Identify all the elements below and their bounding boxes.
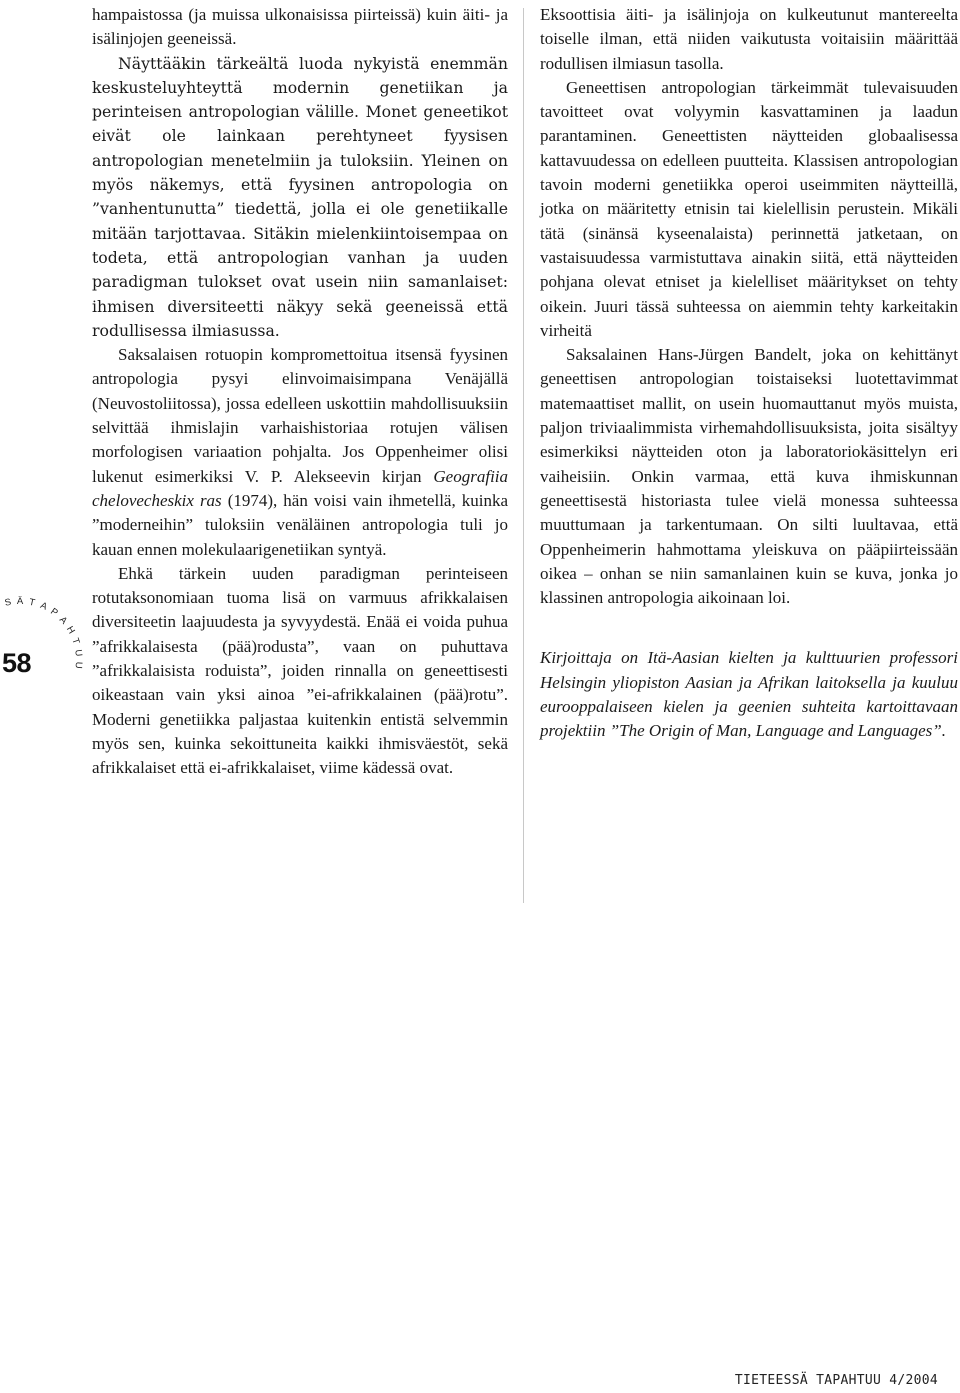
paragraph: hampaistossa (ja muissa ulkonaisissa piirteissä) kuin äiti- ja isälinjojen geeneissä. [92, 5, 508, 49]
left-column [92, 3, 508, 781]
page-number: 58 [2, 648, 32, 678]
right-column [540, 3, 958, 744]
paragraph: Geneettisen antropologian tärkeimmät tulevaisuuden tavoitteet ovat volyymin kasvattaminen ja laadun parantaminen. Geneettisten näytteiden globaalisessa kattavuudessa on edelleen puutteita. Klassisen antropologian tavoin moderni genetiikka operoi useimmiten näytteillä, jotka on määritetty etnisin tai kielellisin perustein. Mikäli tätä (sinänsä kyseenalaista) perinnettä jatketaan, on vastaisuudessa varmistuttava ainakin siitä, että näytteiden pohjana olevat etniset ja kielelliset määritykset on tehty oikein. Juuri tässä suhteessa on aiemmin tehty karkeitakin virheitä [540, 77, 958, 340]
arc-letter: S [3, 596, 13, 609]
arc-letter: U [72, 661, 85, 670]
arc-letter: A [38, 600, 49, 613]
column-divider [523, 8, 524, 903]
arc-letter: P [48, 606, 60, 619]
paragraph: Näyttääkin tärkeältä luoda nykyistä enemmän keskusteluyhteyttä modernin genetiikan ja perinteisen antropologian välille. Monet geneetikot eivät ole lainkaan perehtyneet fyysisen antropologian menetelmiin ja tuloksiin. Yleinen on myös näkemys, että fyysinen antropologia on ”vanhentunutta” tiedettä, jolla ei ole genetiikalle mitään tarjottavaa. Sitäkin mielenkiintoisempaa on todeta, että antropologian vanhan ja uuden paradigman tulokset ovat usein niin samanlaiset: ihmisen diversiteetti näkyy sekä geeneissä että rodullisessa ilmiasussa. [92, 53, 508, 340]
arc-letter: T [28, 596, 36, 609]
author-bio: Kirjoittaja on Itä-Aasian kielten ja kulttuurien professori Helsingin yliopiston Aasian ja Afrikan laitoksella ja kuuluu eurooppalaiseen kielen ja geenien suhteita kartoittavaan projektiin ”The Origin of Man, Language and Languages”. [540, 648, 958, 741]
paragraph-text: (1974), hän voisi vain ihmetellä, kuinka ”moderneihin” tuloksiin venäläinen antropologia tuli jo kauan ennen molekulaarigenetiikan syntyä. [92, 490, 508, 559]
arc-letter [0, 600, 2, 613]
arc-letter: U [72, 648, 84, 658]
journal-footer: TIETEESSÄ TAPAHTUU 4/2004 [734, 1373, 938, 1388]
arc-letter: Ä [16, 596, 24, 607]
paragraph: Eksoottisia äiti- ja isälinjoja on kulkeutunut mantereelta toiselle ilman, että niiden vaikutusta voitaisiin määrittää rodullisen ilmiasun tasolla. [540, 5, 958, 73]
paragraph [92, 343, 508, 562]
paragraph: Saksalainen Hans-Jürgen Bandelt, joka on kehittänyt geneettisen antropologian toistaiseksi luotettavimmat matemaattiset mallit, on usein huomauttanut myös muista, paljon triviaalimmista virhemahdollisuuksista, joita sisältyy esimerkiksi näytteiden oton ja laboratoriokäsittelyn eri vaiheisiin. Onkin varmaa, että kuva ihmiskunnan geneettisestä historiasta tulee vielä monessa suhteessa muuttumaan ja tarkentumaan. On silti luultavaa, että Oppenheimerin hahmottama yleiskuva on pääpiirteissään oikea – onhan se niin samanlainen kuin se kuva, jonka jo klassinen antropologia aikoinaan loi. [540, 345, 958, 608]
arc-letter: H [63, 624, 77, 636]
paragraph-text: Saksalaisen rotuopin kompromettoitua itsensä fyysinen antropologia pysyi elinvoimaisimpana Venäjällä (Neuvostoliitossa), jossa edelleen uskottiin mahdollisuuksiin selvittää ihmislajin varhaishistoriaa rotujen välisen morfologisen variaation pohjalta. Jos Oppenheimer olisi lukenut esimerkiksi V. P. Alekseevin kirjan [92, 345, 508, 486]
arc-letter: A [56, 614, 70, 627]
arc-letter: T [69, 636, 82, 646]
book-title: Geografiia chelovecheskix ras [92, 466, 509, 510]
paragraph: Ehkä tärkein uuden paradigman perinteiseen rotutaksonomiaan tuoma lisä on varmuus afrikkalaisen diversiteetin laajuudesta ja syvyydestä. Enää ei voida puhua ”afrikkalaisesta (pää)rodusta”, vaan on puhuttava ”afrikkalaisista roduista”, joiden rinnalla on geneettisesti oikeastaan vain yksi ainoa ”ei-afrikkalainen (pää)rotu”. Moderni genetiikka paljastaa kuitenkin entistä selvemmin myös sen, kuinka sekoittuneita kaikki ihmisväestöt, sekä afrikkalaiset että ei-afrikkalaiset, viime kädessä ovat. [92, 563, 508, 778]
